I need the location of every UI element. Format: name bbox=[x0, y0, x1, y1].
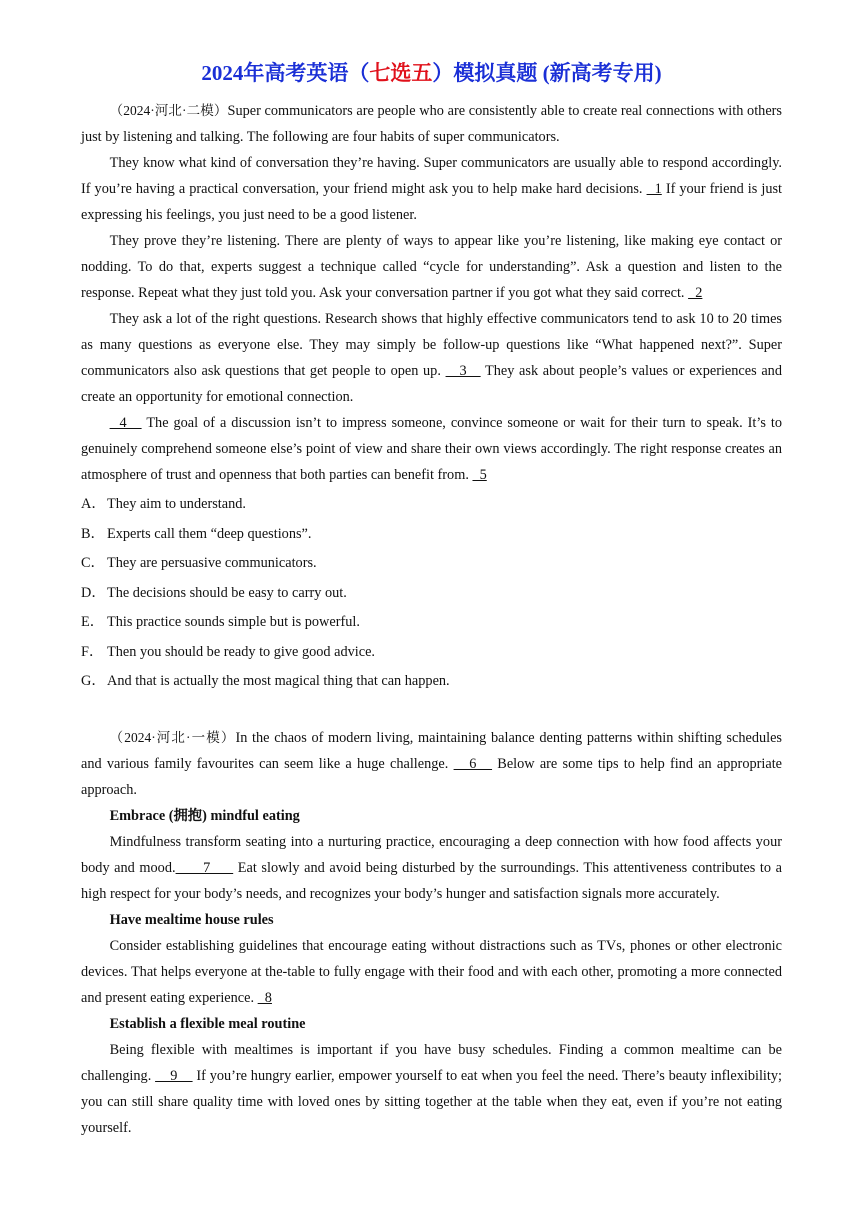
option-d[interactable] bbox=[81, 579, 782, 609]
blank-8[interactable]: 8 bbox=[257, 989, 272, 1006]
passage2-text-2b: Eat slowly and avoid being disturbed by the surroundings. This attentiveness contributes to a high respect for your body’s needs, and recognizes your body’s hunger and satisfaction signals more accurately. bbox=[81, 859, 782, 902]
option-letter: D． bbox=[81, 584, 106, 601]
option-letter: C． bbox=[81, 555, 105, 571]
passage2-text-2a: Mindfulness transform seating into a nurturing practice, encouraging a deep connection with how food affects your body and mood. bbox=[81, 833, 782, 876]
option-c[interactable] bbox=[81, 549, 782, 579]
passage1-text-5a: The goal of a discussion isn’t to impress someone, convince someone or wait for their turn to speak. It’s to genuinely comprehend someone else’s point of view and share their own views accordingly. The right response creates an atmosphere of trust and openness that both parties can benefit from. bbox=[81, 415, 782, 483]
option-text: Then you should be ready to give good advice. bbox=[107, 643, 375, 660]
option-text: Experts call them “deep questions”. bbox=[107, 525, 312, 542]
subheading-mindful-eating: Embrace (拥抱) mindful eating bbox=[109, 807, 300, 824]
passage2-text-1b: Below are some tips to help find an appropriate approach. bbox=[81, 755, 783, 798]
passage2-paragraph-4 bbox=[81, 1037, 782, 1141]
passage2-source: （2024·河北·一模） bbox=[109, 729, 236, 745]
option-b[interactable] bbox=[81, 520, 782, 550]
passage2-text-4b: If you’re hungry earlier, empower yourself to eat when you feel the need. There’s beauty inflexibility; you can still share quality time with loved ones by sitting together at the table when they eat, even if you’re not eating yourself. bbox=[81, 1067, 782, 1136]
passage1-text-1: Super communicators are people who are consistently able to create real connections with others just by listening and talking. The following are four habits of super communicators. bbox=[81, 103, 782, 145]
option-list bbox=[81, 490, 782, 697]
passage1-text-4a: They ask a lot of the right questions. Research shows that highly effective communicators tend to ask 10 to 20 times as many questions as everyone else. They may simply be follow-up questions like “What happened next?”. Super communicators also ask questions that get people to open up. bbox=[81, 311, 782, 379]
title-part-3: ）模拟真题 (新高考专用) bbox=[432, 61, 662, 85]
option-text: They are persuasive communicators. bbox=[107, 555, 317, 571]
option-letter: E． bbox=[81, 614, 105, 630]
blank-6[interactable]: 6 bbox=[453, 755, 493, 772]
passage2-paragraph-2 bbox=[81, 829, 782, 907]
option-letter: G． bbox=[81, 673, 106, 689]
passage1-text-3a: They prove they’re listening. There are plenty of ways to appear like you’re listening, like making eye contact or nodding. To do that, experts suggest a technique called “cycle for understanding”. Ask a question and listen to the response. Repeat what they just told you. Ask your conversation partner if you got what they said correct. bbox=[81, 233, 782, 301]
blank-5[interactable]: 5 bbox=[472, 467, 487, 483]
blank-1[interactable]: 1 bbox=[646, 181, 662, 197]
passage2-paragraph-3 bbox=[81, 933, 782, 1011]
passage1-source: （2024·河北·二模） bbox=[109, 103, 228, 118]
passage1-paragraph-1 bbox=[81, 98, 782, 150]
title-part-1: 2024年高考英语（ bbox=[201, 61, 370, 85]
option-text: This practice sounds simple but is powerful. bbox=[107, 614, 360, 630]
passage1-text-2b: If your friend is just expressing his feelings, you just need to be a good listener. bbox=[81, 181, 783, 223]
blank-4[interactable]: 4 bbox=[109, 415, 142, 431]
option-text: And that is actually the most magical thing that can happen. bbox=[107, 673, 450, 689]
document-page bbox=[81, 58, 782, 1141]
passage2-text-3a: Consider establishing guidelines that encourage eating without distractions such as TVs, phones or other electronic devices. That helps everyone at the-table to fully engage with their food and with each other, promoting a more connected and present eating experience. bbox=[81, 937, 782, 1006]
option-text: The decisions should be easy to carry out. bbox=[107, 584, 347, 601]
option-letter: B． bbox=[81, 525, 105, 542]
option-g[interactable] bbox=[81, 667, 782, 697]
passage2-text-1a: In the chaos of modern living, maintaining balance denting patterns within shifting schedules and various family favourites can seem like a huge challenge. bbox=[81, 729, 783, 772]
page-title bbox=[81, 58, 782, 88]
passage1-paragraph-4 bbox=[81, 306, 782, 410]
option-text: They aim to understand. bbox=[107, 496, 246, 512]
passage1-paragraph-5 bbox=[81, 410, 782, 488]
passage1-paragraph-2 bbox=[81, 150, 782, 228]
option-f[interactable] bbox=[81, 638, 782, 668]
passage1-text-4b: They ask about people’s values or experiences and create an opportunity for emotional connection. bbox=[81, 363, 782, 405]
blank-7[interactable]: 7 bbox=[175, 859, 234, 876]
option-letter: F． bbox=[81, 643, 104, 660]
option-e[interactable] bbox=[81, 608, 782, 638]
passage2-paragraph-1 bbox=[81, 725, 782, 803]
passage1-paragraph-3 bbox=[81, 228, 782, 306]
title-highlight: 七选五 bbox=[369, 61, 433, 85]
option-a[interactable] bbox=[81, 490, 782, 520]
passage1-text-2a: They know what kind of conversation they’re having. Super communicators are usually able to respond accordingly. If you’re having a practical conversation, your friend might ask you to help make hard decisions. bbox=[81, 155, 782, 197]
blank-9[interactable]: 9 bbox=[155, 1067, 193, 1084]
blank-3[interactable]: 3 bbox=[445, 363, 481, 379]
subheading-meal-routine: Establish a flexible meal routine bbox=[109, 1015, 306, 1032]
option-letter: A． bbox=[81, 496, 106, 512]
subheading-house-rules: Have mealtime house rules bbox=[109, 911, 274, 928]
section-gap bbox=[81, 697, 782, 725]
blank-2[interactable]: 2 bbox=[688, 285, 703, 301]
passage2-text-4a: Being flexible with mealtimes is important if you have busy schedules. Finding a common mealtime can be challenging. bbox=[81, 1041, 782, 1084]
